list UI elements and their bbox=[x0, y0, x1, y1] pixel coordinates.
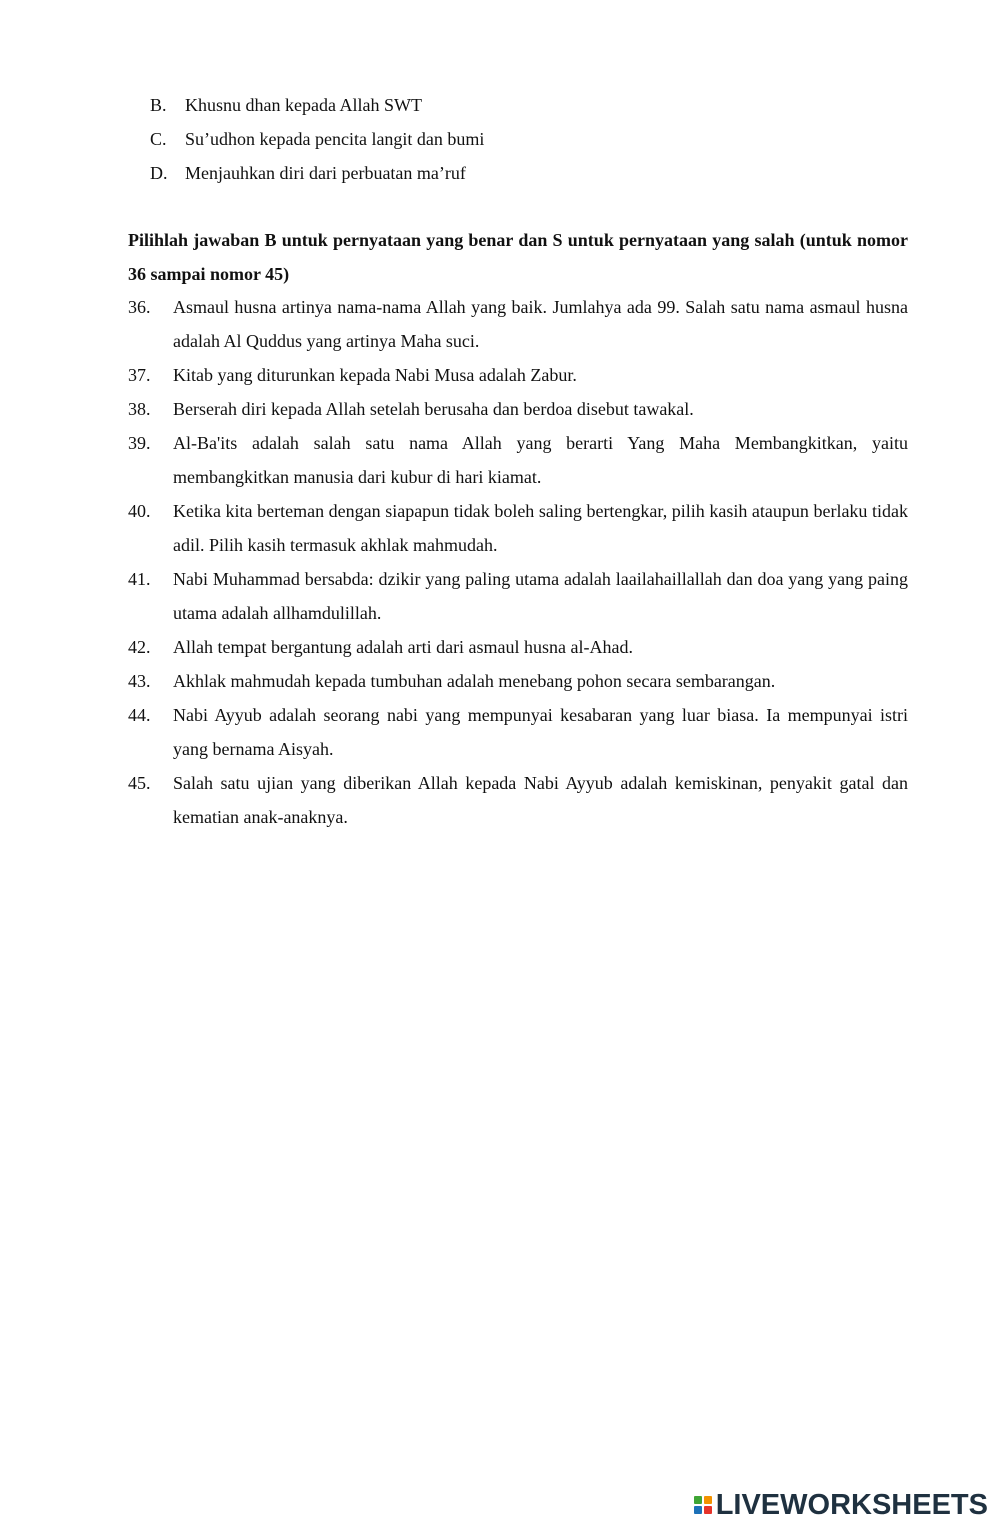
option-letter: B. bbox=[150, 95, 167, 115]
question-number: 40. bbox=[128, 501, 151, 521]
question-number: 39. bbox=[128, 433, 151, 453]
logo-square bbox=[694, 1496, 702, 1504]
question-list bbox=[128, 290, 908, 834]
option-letter: D. bbox=[150, 163, 168, 183]
question-text: Nabi Muhammad bersabda: dzikir yang paling utama adalah laailahaillallah dan doa yang yang paing utama adalah allhamdulillah. bbox=[173, 569, 908, 623]
logo-square bbox=[704, 1496, 712, 1504]
question-39 bbox=[128, 426, 908, 494]
question-number: 45. bbox=[128, 773, 151, 793]
liveworksheets-grid-icon bbox=[694, 1496, 712, 1514]
question-text: Akhlak mahmudah kepada tumbuhan adalah menebang pohon secara sembarangan. bbox=[173, 671, 776, 691]
question-36 bbox=[128, 290, 908, 358]
question-number: 44. bbox=[128, 705, 151, 725]
question-text: Salah satu ujian yang diberikan Allah kepada Nabi Ayyub adalah kemiskinan, penyakit gatal dan kematian anak-anaknya. bbox=[173, 773, 908, 827]
logo-square bbox=[704, 1506, 712, 1514]
question-40 bbox=[128, 494, 908, 562]
question-number: 41. bbox=[128, 569, 151, 589]
question-number: 42. bbox=[128, 637, 151, 657]
logo-text: LIVEWORKSHEETS bbox=[715, 1488, 988, 1521]
question-text: Nabi Ayyub adalah seorang nabi yang mempunyai kesabaran yang luar biasa. Ia mempunyai istri yang bernama Aisyah. bbox=[173, 705, 908, 759]
option-text: Menjauhkan diri dari perbuatan ma’ruf bbox=[185, 163, 466, 183]
question-text: Kitab yang diturunkan kepada Nabi Musa adalah Zabur. bbox=[173, 365, 577, 385]
question-42 bbox=[128, 630, 908, 664]
answer-options bbox=[150, 88, 484, 190]
question-text: Asmaul husna artinya nama-nama Allah yang baik. Jumlahya ada 99. Salah satu nama asmaul husna adalah Al Quddus yang artinya Maha suci. bbox=[173, 297, 908, 351]
question-41 bbox=[128, 562, 908, 630]
option-b bbox=[150, 88, 484, 122]
question-text: Al-Ba'its adalah salah satu nama Allah yang berarti Yang Maha Membangkitkan, yaitu membangkitkan manusia dari kubur di hari kiamat. bbox=[173, 433, 908, 487]
question-text: Berserah diri kepada Allah setelah berusaha dan berdoa disebut tawakal. bbox=[173, 399, 694, 419]
option-letter: C. bbox=[150, 129, 167, 149]
question-43 bbox=[128, 664, 908, 698]
section-instruction: Pilihlah jawaban B untuk pernyataan yang benar dan S untuk pernyataan yang salah (untuk nomor 36 sampai nomor 45) bbox=[128, 230, 908, 284]
question-text: Ketika kita berteman dengan siapapun tidak boleh saling bertengkar, pilih kasih ataupun berlaku tidak adil. Pilih kasih termasuk akhlak mahmudah. bbox=[173, 501, 908, 555]
question-number: 37. bbox=[128, 365, 151, 385]
option-text: Khusnu dhan kepada Allah SWT bbox=[185, 95, 422, 115]
question-number: 38. bbox=[128, 399, 151, 419]
question-number: 43. bbox=[128, 671, 151, 691]
question-44 bbox=[128, 698, 908, 766]
question-number: 36. bbox=[128, 297, 151, 317]
question-38 bbox=[128, 392, 908, 426]
question-45 bbox=[128, 766, 908, 834]
option-text: Su’udhon kepada pencita langit dan bumi bbox=[185, 129, 485, 149]
question-37 bbox=[128, 358, 908, 392]
question-text: Allah tempat bergantung adalah arti dari asmaul husna al-Ahad. bbox=[173, 637, 634, 657]
logo-square bbox=[694, 1506, 702, 1514]
liveworksheets-logo bbox=[694, 1488, 988, 1522]
option-d bbox=[150, 156, 484, 190]
option-c bbox=[150, 122, 484, 156]
